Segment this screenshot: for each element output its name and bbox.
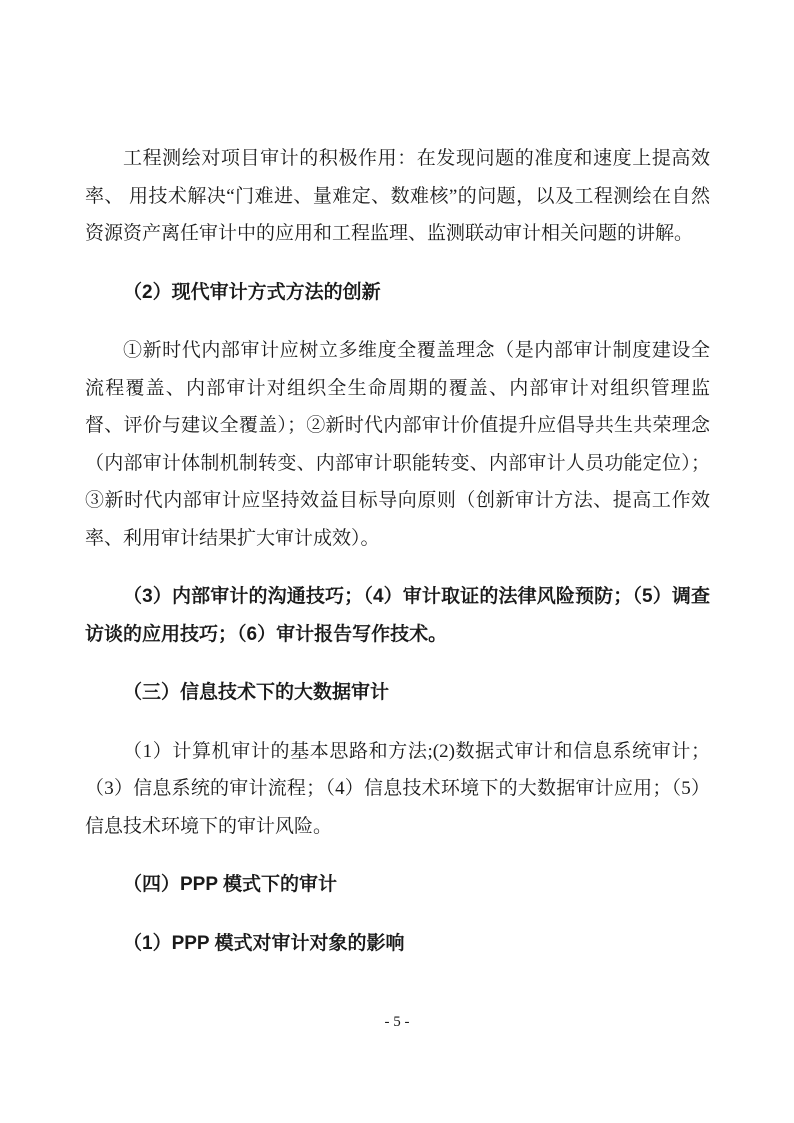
heading-ppp-mode-audit: （四）PPP 模式下的审计: [123, 874, 337, 895]
document-body: [85, 140, 710, 983]
paragraph-it-audit-topics: （1）计算机审计的基本思路和方法;(2)数据式审计和信息系统审计；（3）信息系统的审计流程；（4）信息技术环境下的大数据审计应用；（5）信息技术环境下的审计风险。: [85, 740, 710, 837]
page-number: - 5 -: [384, 1014, 410, 1030]
paragraph-new-era-internal-audit-concepts: ①新时代内部审计应树立多维度全覆盖理念（是内部审计制度建设全流程覆盖、内部审计对组织全生命周期的覆盖、内部审计对组织管理监督、评价与建议全覆盖）；②新时代内部审计价值提升应倡导共生共荣理念（内部审计体制机制转变、内部审计职能转变、内部审计人员功能定位）；③新时代内部审计应坚持效益目标导向原则（创新审计方法、提高工作效率、利用审计结果扩大审计成效）。: [85, 340, 710, 549]
heading-modern-audit-method-innovation: （2）现代审计方式方法的创新: [123, 281, 381, 303]
heading-big-data-audit-under-it: （三）信息技术下的大数据审计: [123, 682, 390, 703]
heading-ppp-impact-on-audit-objects: （1）PPP 模式对审计对象的影响: [123, 932, 405, 954]
paragraph-engineering-surveying-role: 工程测绘对项目审计的积极作用：在发现问题的准度和速度上提高效率、 用技术解决“门难进、量难定、数难核”的问题，以及工程测绘在自然资源资产离任审计中的应用和工程监理、监测联动审计相关问题的讲解。: [85, 148, 710, 244]
paragraph-audit-skills-items: （3）内部审计的沟通技巧；（4）审计取证的法律风险预防；（5）调查访谈的应用技巧；（6）审计报告写作技术。: [85, 586, 710, 645]
